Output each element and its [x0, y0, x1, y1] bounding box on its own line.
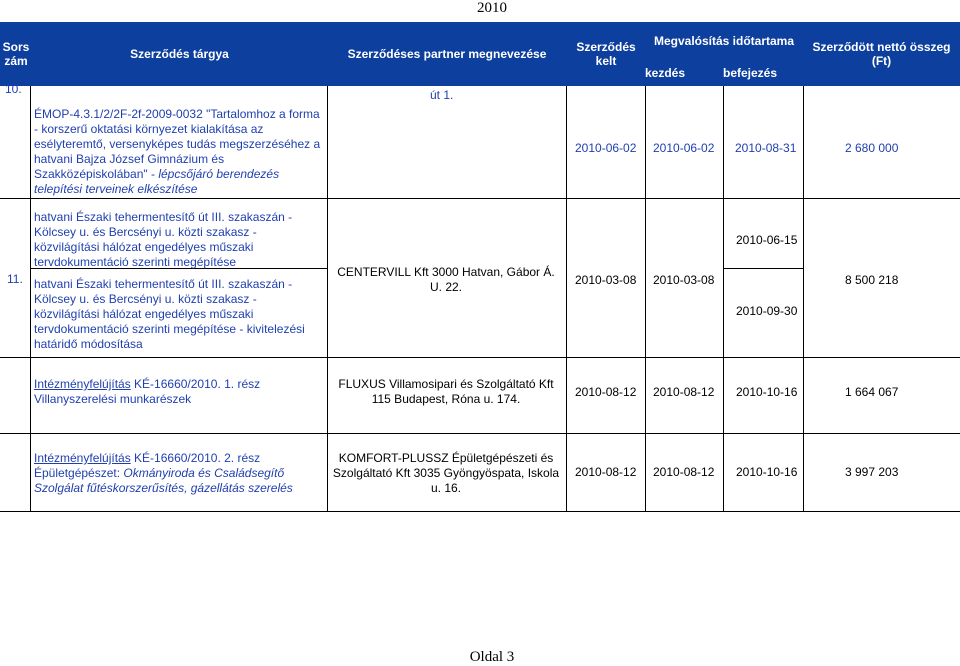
start-date: 2010-08-12 — [653, 385, 715, 399]
contract-date: 2010-08-12 — [575, 465, 637, 479]
contract-subject — [34, 107, 324, 197]
subject-text: ÉMOP-4.3.1/2/2F-2f-2009-0032 "Tartalomhoz a forma - korszerű oktatási környezet kialakítása az esélyteremtő, versenyképes tudás megszerzéséhez a hatvani Bajza József Gimnázium és Szakközépiskolában" - — [34, 107, 321, 181]
page-footer: Oldal 3 — [469, 649, 515, 665]
table-header — [0, 22, 960, 86]
row-divider — [0, 198, 960, 199]
subject-link[interactable]: Intézményfelújítás — [34, 451, 131, 465]
subject-ref: KÉ-16660/2010. 1. rész — [130, 377, 261, 391]
grid-line — [30, 86, 31, 512]
end-date: 2010-10-16 — [736, 385, 798, 399]
row-divider — [0, 511, 960, 512]
subject-italic-text: Okmányiroda és Családsegítő — [123, 466, 285, 480]
partner-name: KOMFORT-PLUSSZ Épületgépészeti és Szolgáltató Kft 3035 Gyöngyöspata, Iskola u. 16. — [332, 451, 560, 495]
header-contract-date: Szerződés kelt — [576, 40, 636, 68]
page-year: 2010 — [477, 0, 507, 16]
contract-subject: hatvani Északi tehermentesítő út III. szakaszán - Kölcsey u. és Bercsényi u. közti szakasz - közvilágítási hálózat engedélyes műszaki tervdokumentáció szerinti megépítése — [34, 210, 293, 269]
contract-date: 2010-08-12 — [575, 385, 637, 399]
subject-line: Villanyszerelési munkarészek — [34, 392, 192, 406]
row-divider — [0, 357, 960, 358]
header-duration: Megvalósítás időtartama — [653, 34, 795, 48]
end-date-modified: 2010-09-30 — [736, 304, 798, 318]
header-amount: Szerződött nettó összeg (Ft) — [812, 40, 951, 68]
contract-subject — [34, 451, 324, 496]
contract-date: 2010-06-02 — [575, 141, 637, 155]
grid-line — [566, 86, 567, 512]
grid-line — [723, 86, 724, 512]
start-date: 2010-06-02 — [653, 141, 715, 155]
net-amount: 8 500 218 — [845, 273, 899, 287]
partner-name: CENTERVILL Kft 3000 Hatvan, Gábor Á. U. 22. — [337, 265, 555, 294]
row-divider — [0, 433, 960, 434]
row-subdivider — [723, 268, 803, 269]
net-amount: 3 997 203 — [845, 465, 899, 479]
subject-link[interactable]: Intézményfelújítás — [34, 377, 131, 391]
grid-line — [327, 86, 328, 512]
grid-line — [803, 86, 804, 512]
partner-name: FLUXUS Villamosipari és Szolgáltató Kft 115 Budapest, Róna u. 174. — [338, 377, 554, 406]
subject-italic-line: Szolgálat fűtéskorszerűsítés, gázellátás szerelés — [34, 481, 293, 495]
contract-subject-modification: hatvani Északi tehermentesítő út III. szakaszán - Kölcsey u. és Bercsényi u. közti szakasz - közvilágítási hálózat engedélyes műszaki tervdokumentáció szerinti megépítése - kivitelezési határidő módosítása — [34, 277, 305, 351]
end-date: 2010-10-16 — [736, 465, 798, 479]
header-subject: Szerződés tárgya — [130, 47, 229, 61]
subject-ref: KÉ-16660/2010. 2. rész — [130, 451, 261, 465]
start-date: 2010-03-08 — [653, 273, 715, 287]
header-no: Sors zám — [2, 40, 30, 68]
partner-address: út 1. — [430, 88, 454, 102]
grid-line — [645, 86, 646, 512]
contract-date: 2010-03-08 — [575, 273, 637, 287]
header-start: kezdés — [645, 66, 686, 80]
end-date: 2010-06-15 — [736, 233, 798, 247]
end-date: 2010-08-31 — [735, 141, 797, 155]
header-partner: Szerződéses partner megnevezése — [347, 47, 547, 61]
contract-subject — [34, 377, 324, 407]
subject-italic-text: lépcsőjáró berendezés telepítési terveinek elkészítése — [34, 167, 280, 196]
row-number: 10. — [5, 82, 22, 96]
net-amount: 2 680 000 — [845, 141, 899, 155]
row-number: 11. — [7, 272, 23, 286]
header-end: befejezés — [723, 66, 778, 80]
subject-line: Épületgépészet: — [34, 466, 124, 480]
net-amount: 1 664 067 — [845, 385, 899, 399]
start-date: 2010-08-12 — [653, 465, 715, 479]
